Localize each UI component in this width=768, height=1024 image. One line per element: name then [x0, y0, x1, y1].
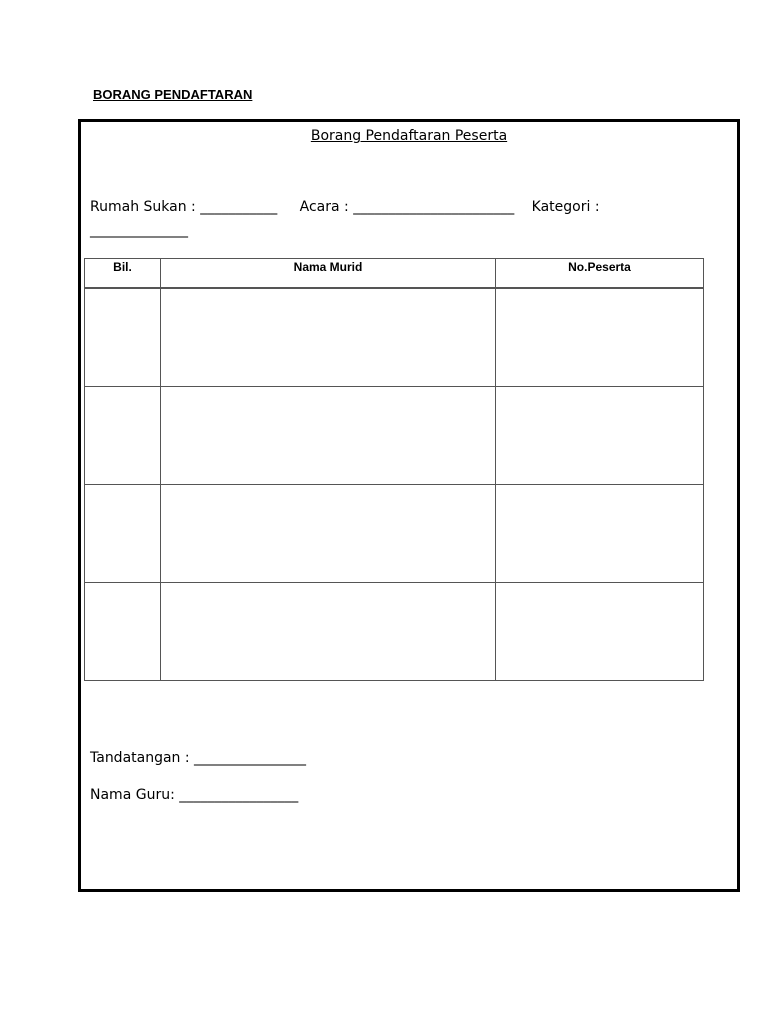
form-title: Borang Pendaftaran Peserta [310, 128, 508, 144]
cell-nama-murid [161, 485, 496, 583]
cell-no-peserta [496, 288, 704, 387]
header-nama-murid: Nama Murid [161, 259, 496, 289]
nama-guru-field: Nama Guru: _________________ [90, 787, 299, 803]
table-row [85, 288, 704, 387]
registration-form-frame [78, 119, 740, 892]
cell-nama-murid [161, 288, 496, 387]
table-row [85, 485, 704, 583]
cell-no-peserta [496, 387, 704, 485]
cell-bil [85, 387, 161, 485]
table-row [85, 583, 704, 681]
page-heading: BORANG PENDAFTARAN [93, 87, 253, 102]
rumah-sukan-field: Rumah Sukan : ___________ [90, 199, 278, 215]
cell-nama-murid [161, 583, 496, 681]
cell-bil [85, 288, 161, 387]
cell-bil [85, 583, 161, 681]
cell-no-peserta [496, 485, 704, 583]
fields-row [90, 199, 600, 215]
header-bil: Bil. [85, 259, 161, 289]
table-row [85, 387, 704, 485]
kategori-blank: ______________ [90, 222, 188, 238]
cell-no-peserta [496, 583, 704, 681]
participant-table [84, 258, 704, 681]
cell-nama-murid [161, 387, 496, 485]
header-no-peserta: No.Peserta [496, 259, 704, 289]
cell-bil [85, 485, 161, 583]
acara-field: Acara : _______________________ [299, 199, 515, 215]
table-header-row [85, 259, 704, 289]
tandatangan-field: Tandatangan : ________________ [90, 750, 307, 766]
kategori-label: Kategori : [531, 199, 600, 215]
